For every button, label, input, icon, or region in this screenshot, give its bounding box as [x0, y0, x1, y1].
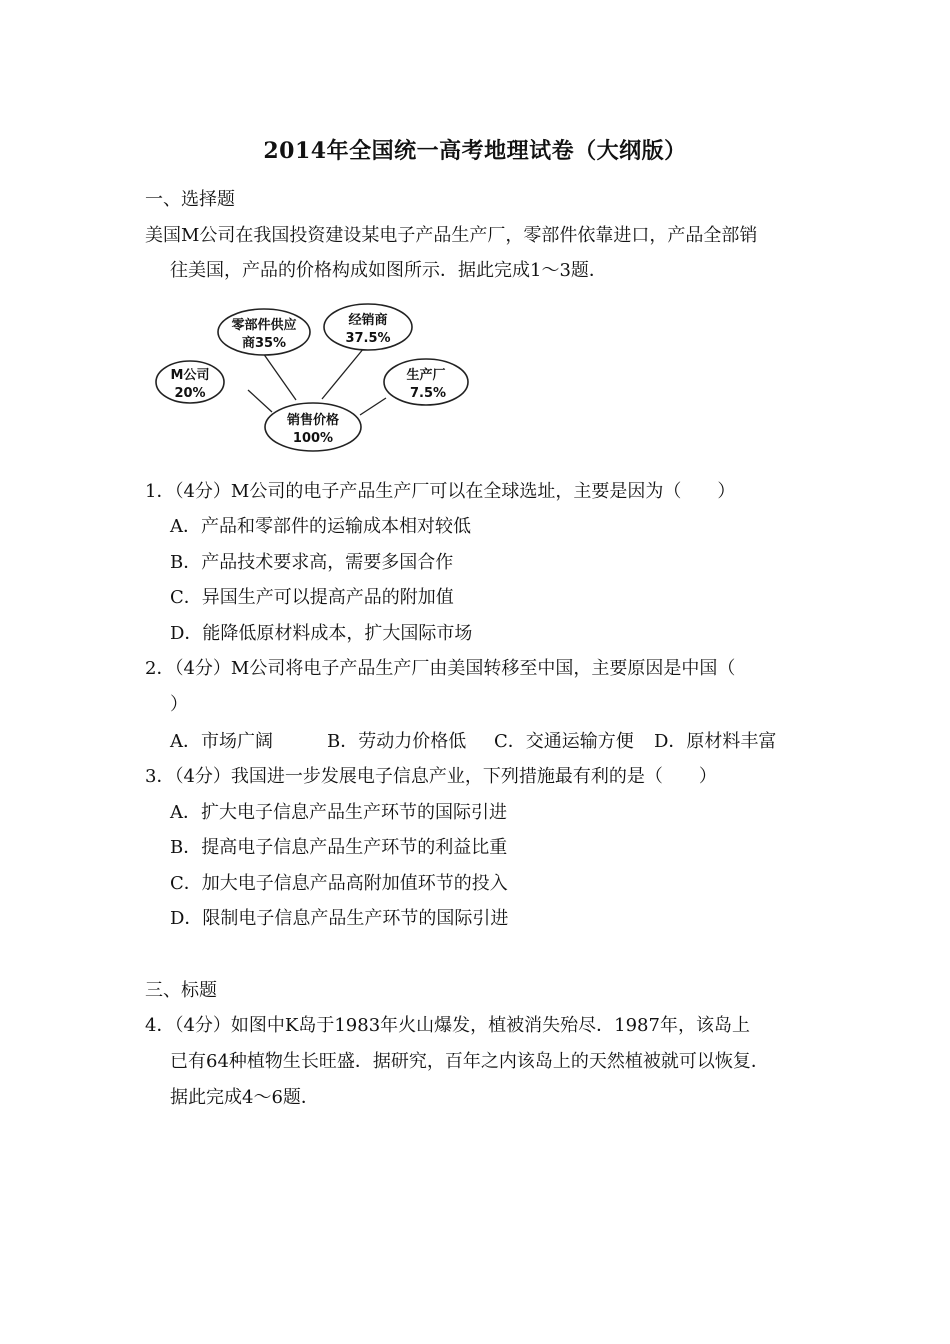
- center-node-value: 100%: [292, 431, 334, 446]
- center-node-label: 销售价格: [286, 413, 340, 428]
- section-heading-choice: 一、选择题: [145, 189, 235, 210]
- node-label-distributor: 经销商: [348, 313, 388, 328]
- question-4-line-3: 据此完成4～6题．: [170, 1087, 319, 1108]
- connector-line: [248, 390, 272, 412]
- question-4-line-1: 4．（4分）如图中K岛于1983年火山爆发，植被消失殆尽．1987年，该岛上: [145, 1015, 750, 1036]
- question-2-option-c: C．交通运输方便: [494, 731, 634, 752]
- question-4-line-2: 已有64种植物生长旺盛．据研究，百年之内该岛上的天然植被就可以恢复．: [170, 1051, 769, 1072]
- question-1-stem: 1．（4分）M公司的电子产品生产厂可以在全球选址，主要是因为（ ）: [145, 481, 736, 502]
- page-title: 2014年全国统一高考地理试卷（大纲版）: [263, 138, 687, 164]
- question-1-option-c: C．异国生产可以提高产品的附加值: [170, 587, 454, 608]
- question-3-stem: 3．（4分）我国进一步发展电子信息产业，下列措施最有利的是（ ）: [145, 766, 717, 787]
- node-value-factory: 7.5%: [409, 386, 447, 401]
- connector-line: [322, 348, 364, 399]
- price-composition-diagram: [148, 298, 478, 458]
- connector-line: [263, 353, 296, 400]
- question-2-option-a: A．市场广阔: [170, 731, 273, 752]
- question-2-stem-cont: ）: [170, 694, 188, 715]
- question-2-options: [170, 730, 776, 754]
- question-3-option-a: A．扩大电子信息产品生产环节的国际引进: [170, 802, 507, 823]
- question-2-option-d: D．原材料丰富: [654, 731, 777, 752]
- question-3-option-c: C．加大电子信息产品高附加值环节的投入: [170, 873, 508, 894]
- node-value-m-company: 20%: [174, 386, 206, 401]
- question-2-option-b: B．劳动力价格低: [327, 731, 467, 752]
- node-value-parts-supplier: 商35%: [241, 336, 287, 351]
- section-heading-title: 三、标题: [145, 980, 217, 1001]
- node-label-factory: 生产厂: [406, 368, 446, 383]
- question-1-option-d: D．能降低原材料成本，扩大国际市场: [170, 623, 473, 644]
- node-label-parts-supplier: 零部件供应: [231, 318, 297, 333]
- question-3-option-d: D．限制电子信息产品生产环节的国际引进: [170, 908, 509, 929]
- question-3-option-b: B．提高电子信息产品生产环节的利益比重: [170, 837, 508, 858]
- intro-line-1: 美国M公司在我国投资建设某电子产品生产厂，零部件依靠进口，产品全部销: [145, 225, 758, 246]
- connector-line: [360, 398, 386, 415]
- node-label-m-company: M公司: [170, 368, 210, 383]
- question-1-option-b: B．产品技术要求高，需要多国合作: [170, 552, 454, 573]
- question-2-stem: 2．（4分）M公司将电子产品生产厂由美国转移至中国，主要原因是中国（: [145, 658, 736, 679]
- node-value-distributor: 37.5%: [345, 331, 391, 346]
- question-1-option-a: A．产品和零部件的运输成本相对较低: [170, 516, 471, 537]
- intro-line-2: 往美国，产品的价格构成如图所示．据此完成1～3题．: [170, 260, 607, 281]
